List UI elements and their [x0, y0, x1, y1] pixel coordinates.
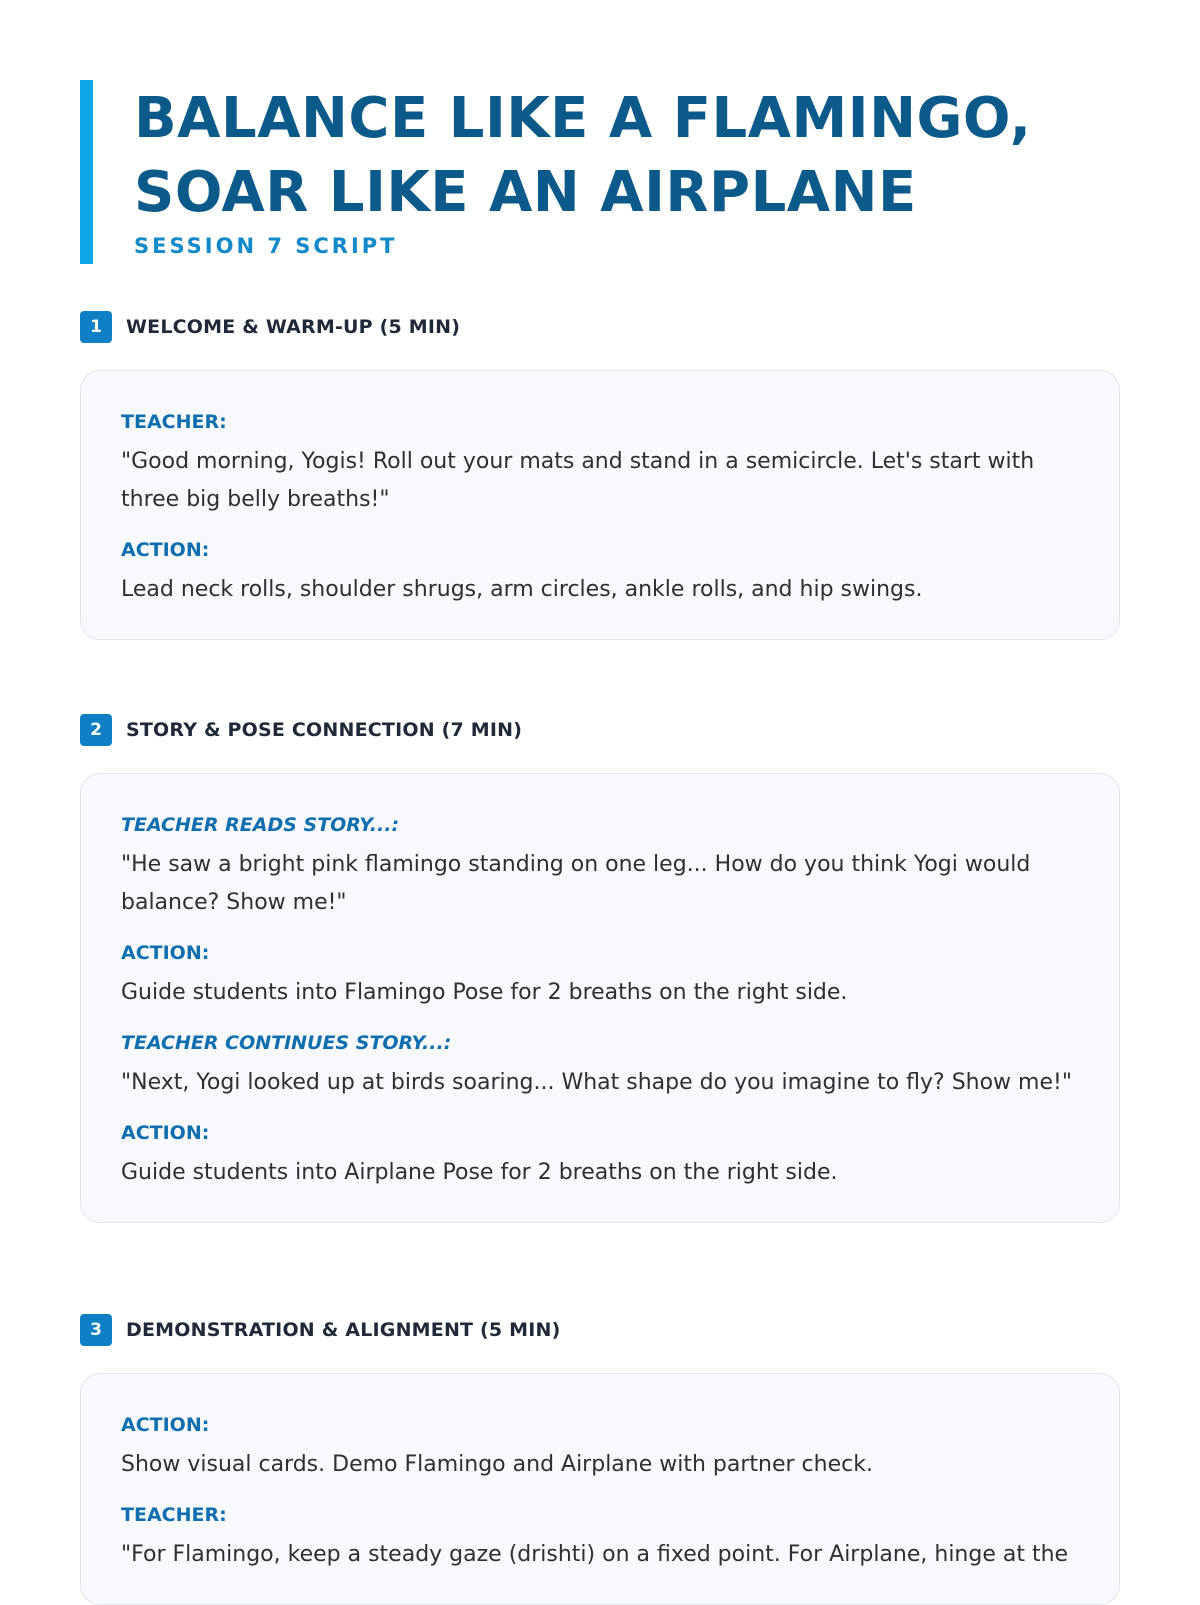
script-item [121, 1502, 1079, 1574]
section-card [80, 1373, 1120, 1605]
section-title: STORY & POSE CONNECTION (7 MIN) [126, 719, 523, 741]
item-text: Show visual cards. Demo Flamingo and Airplane with partner check. [121, 1452, 873, 1477]
item-text: "Next, Yogi looked up at birds soaring... What shape do you imagine to fly? Show me!" [121, 1070, 1072, 1095]
script-item [121, 1030, 1079, 1102]
item-label: TEACHER READS STORY...: [121, 814, 400, 836]
title-line-1: BALANCE LIKE A FLAMINGO, [134, 86, 1032, 151]
section-heading [80, 713, 1120, 747]
item-label: ACTION: [121, 942, 210, 964]
script-item [121, 537, 1079, 609]
title-line-2: SOAR LIKE AN AIRPLANE [134, 160, 917, 225]
item-label: TEACHER CONTINUES STORY...: [121, 1032, 452, 1054]
section-heading [80, 310, 1120, 344]
item-text: "For Flamingo, keep a steady gaze (drishti) on a fixed point. For Airplane, hinge at the [121, 1542, 1069, 1567]
header [80, 80, 1120, 264]
script-item [121, 812, 1079, 922]
item-label: TEACHER: [121, 411, 227, 433]
section-demonstration [80, 1313, 1120, 1567]
section-welcome [80, 310, 1120, 602]
section-number-badge: 2 [80, 714, 112, 746]
item-label: ACTION: [121, 1414, 210, 1436]
script-item [121, 1412, 1079, 1484]
script-item [121, 409, 1079, 519]
section-number-badge: 1 [80, 311, 112, 343]
item-text: Lead neck rolls, shoulder shrugs, arm circles, ankle rolls, and hip swings. [121, 577, 923, 602]
accent-bar [80, 80, 93, 264]
item-text: Guide students into Airplane Pose for 2 breaths on the right side. [121, 1160, 838, 1185]
section-card [80, 773, 1120, 1223]
section-title: DEMONSTRATION & ALIGNMENT (5 MIN) [126, 1319, 561, 1341]
section-heading [80, 1313, 1120, 1347]
item-label: ACTION: [121, 1122, 210, 1144]
section-card [80, 370, 1120, 640]
page-title [134, 80, 1120, 230]
item-label: ACTION: [121, 539, 210, 561]
page-subtitle: SESSION 7 SCRIPT [134, 234, 398, 258]
section-number-badge: 3 [80, 1314, 112, 1346]
item-label: TEACHER: [121, 1504, 227, 1526]
script-item [121, 1120, 1079, 1192]
script-item [121, 940, 1079, 1012]
item-text: "He saw a bright pink flamingo standing on one leg... How do you think Yogi would balance? Show me!" [121, 852, 1031, 915]
section-title: WELCOME & WARM-UP (5 MIN) [126, 316, 461, 338]
item-text: "Good morning, Yogis! Roll out your mats and stand in a semicircle. Let's start with three big belly breaths!" [121, 449, 1035, 512]
script-page [80, 80, 1120, 1567]
section-story [80, 713, 1120, 1185]
item-text: Guide students into Flamingo Pose for 2 breaths on the right side. [121, 980, 848, 1005]
